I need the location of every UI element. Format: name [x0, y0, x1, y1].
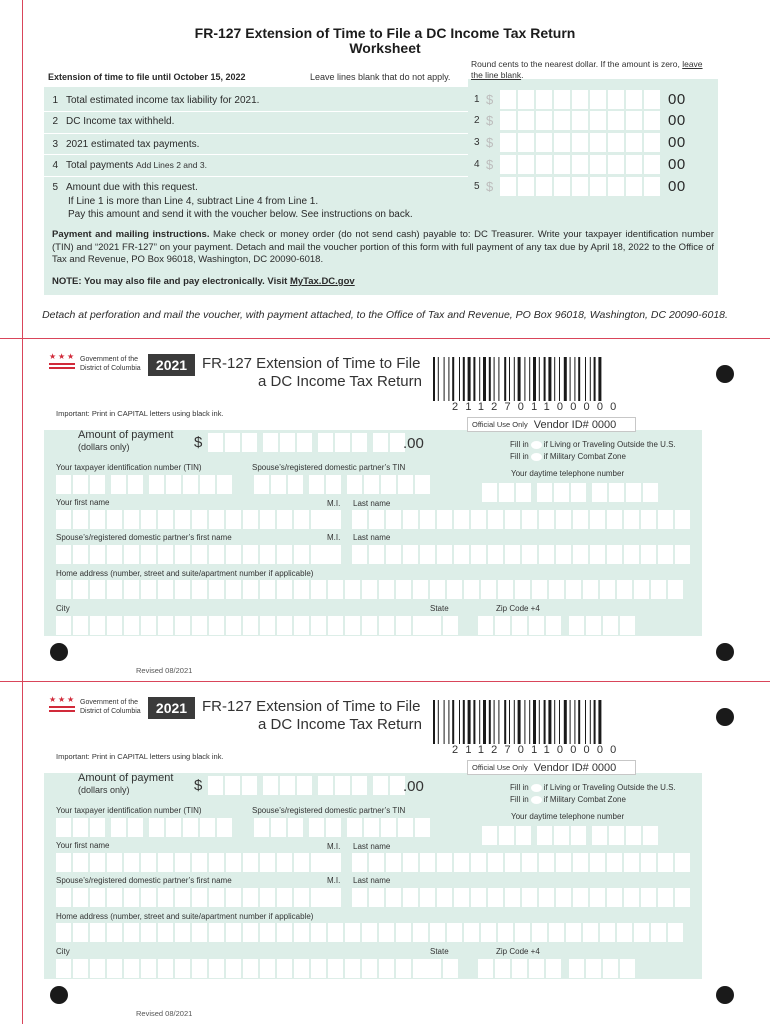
punch-hole	[716, 643, 734, 661]
revised-date: Revised 08/2021	[136, 666, 193, 675]
barcode-bar	[504, 357, 506, 401]
mi-input[interactable]	[326, 853, 341, 872]
official-use-box: Official Use Only Vendor ID# 0000	[467, 417, 636, 432]
address-label: Home address (number, street and suite/apartment number if applicable)	[56, 912, 314, 921]
amount-label: Amount of payment (dollars only)	[78, 772, 174, 795]
electronic-note: NOTE: You may also file and pay electronically. Visit MyTax.DC.gov	[52, 276, 355, 287]
barcode-bar	[494, 357, 495, 401]
voucher-subtitle: a DC Income Tax Return	[258, 373, 422, 390]
fill-outside-us[interactable]: Fill in if Living or Traveling Outside the U.S.	[510, 783, 676, 792]
punch-hole	[50, 643, 68, 661]
barcode-bar	[570, 700, 571, 744]
barcode-bar	[570, 357, 571, 401]
fill-outside-us[interactable]: Fill in if Living or Traveling Outside the U.S.	[510, 440, 676, 449]
barcode-bar	[574, 700, 575, 744]
zip-label: Zip Code +4	[496, 604, 540, 613]
barcode-bar	[578, 357, 580, 401]
barcode-bar	[448, 700, 449, 744]
barcode-bar	[539, 357, 540, 401]
cents-label: .00	[403, 435, 424, 452]
barcode	[433, 700, 663, 744]
cents-label: .00	[403, 778, 424, 795]
last-name-label: Last name	[353, 499, 391, 508]
barcode-bar	[514, 357, 515, 401]
barcode-bar	[585, 700, 586, 744]
gov-label: Government of the District of Columbia	[80, 699, 141, 715]
state-label: State	[430, 604, 449, 613]
spouse-mi-label: M.I.	[327, 533, 341, 542]
phone-input[interactable]	[482, 483, 658, 502]
spouse-last-input[interactable]	[352, 888, 690, 907]
amount-row-3[interactable]: 3 $ 00	[474, 133, 686, 151]
amount-input[interactable]	[208, 433, 405, 452]
barcode-bar	[548, 357, 551, 401]
barcode-bar	[533, 357, 536, 401]
barcode-bar	[448, 357, 449, 401]
barcode-bar	[444, 700, 445, 744]
barcode-digits: 2112701100000	[452, 401, 624, 413]
first-name-label: Your first name	[56, 841, 110, 850]
barcode-bar	[444, 357, 445, 401]
barcode-bar	[452, 700, 454, 744]
mytax-link[interactable]: MyTax.DC.gov	[289, 276, 355, 287]
worksheet-line-4: 4 Total payments Add Lines 2 and 3.	[52, 159, 207, 171]
spouse-tin-label: Spouse’s/registered domestic partner’s TIN	[252, 806, 406, 815]
worksheet-title: FR-127 Extension of Time to File a DC Income Tax Return	[194, 25, 576, 41]
spouse-last-label: Last name	[353, 876, 391, 885]
barcode-bar	[433, 357, 435, 401]
tin-input[interactable]	[56, 818, 232, 837]
first-name-label: Your first name	[56, 498, 110, 507]
barcode-bar	[585, 357, 586, 401]
barcode-bar	[473, 357, 475, 401]
spouse-tin-input[interactable]	[254, 475, 430, 494]
dollar-sign: $	[194, 777, 203, 794]
barcode-bar	[514, 700, 515, 744]
barcode-bar	[598, 700, 601, 744]
barcode-bar	[539, 700, 540, 744]
important-note: Important: Print in CAPITAL letters using black ink.	[56, 409, 224, 418]
barcode-bar	[524, 357, 525, 401]
amount-row-1[interactable]: 1 $ 00	[474, 90, 686, 108]
barcode-bar	[533, 700, 536, 744]
barcode-bar	[548, 700, 551, 744]
barcode-bar	[509, 700, 510, 744]
barcode-bar	[473, 700, 475, 744]
fill-combat-zone[interactable]: Fill in if Military Combat Zone	[510, 452, 626, 461]
dollar-sign: $	[194, 434, 203, 451]
payment-instructions: Payment and mailing instructions. Make check or money order (do not send cash) payable to: DC Treasurer. Write your taxpayer identification number (TIN) and “2021 FR-127” on your payment. Detach and mail the voucher portion of this form with full payment of any tax due by April 18, 2022 to the Office of Tax and Revenue, PO Box 96018, Washington, DC 20090-6018.	[52, 229, 714, 265]
amount-input[interactable]	[208, 776, 405, 795]
line5-detail: If Line 1 is more than Line 4, subtract Line 4 from Line 1. Pay this amount and send it with the voucher below. See instructions on back.	[68, 196, 413, 220]
spouse-first-input[interactable]	[56, 545, 326, 564]
city-input[interactable]	[56, 959, 428, 978]
barcode-bar	[544, 700, 546, 744]
barcode-bar	[544, 357, 546, 401]
barcode-bar	[524, 700, 525, 744]
barcode-bar	[483, 700, 486, 744]
spouse-last-label: Last name	[353, 533, 391, 542]
barcode-bar	[463, 700, 465, 744]
spouse-mi-input[interactable]	[326, 888, 341, 907]
barcode-bar	[559, 357, 560, 401]
barcode-bar	[459, 700, 460, 744]
barcode-bar	[438, 700, 439, 744]
barcode-bar	[554, 357, 555, 401]
spouse-tin-input[interactable]	[254, 818, 430, 837]
state-label: State	[430, 947, 449, 956]
first-name-input[interactable]	[56, 510, 326, 529]
zip-input[interactable]	[478, 616, 635, 635]
barcode-bar	[509, 357, 510, 401]
barcode-bar	[479, 700, 480, 744]
barcode-bar	[518, 700, 521, 744]
state-input[interactable]	[426, 959, 458, 978]
address-input[interactable]	[56, 923, 683, 942]
worksheet-subtitle: Worksheet	[349, 40, 421, 56]
revised-date: Revised 08/2021	[136, 1009, 193, 1018]
barcode-bar	[463, 357, 465, 401]
amount-row-4[interactable]: 4 $ 00	[474, 155, 686, 173]
barcode-bar	[529, 700, 530, 744]
worksheet-line-1: 1 Total estimated income tax liability for 2021.	[52, 94, 260, 106]
phone-label: Your daytime telephone number	[511, 469, 625, 478]
important-note: Important: Print in CAPITAL letters using black ink.	[56, 752, 224, 761]
barcode-bar	[590, 700, 591, 744]
spouse-first-label: Spouse’s/registered domestic partner’s first name	[56, 533, 232, 542]
tin-input[interactable]	[56, 475, 232, 494]
barcode-bar	[504, 700, 506, 744]
barcode-bar	[590, 357, 591, 401]
worksheet-line-2: 2 DC Income tax withheld.	[52, 115, 175, 127]
punch-hole	[716, 986, 734, 1004]
phone-label: Your daytime telephone number	[511, 812, 625, 821]
spouse-first-label: Spouse’s/registered domestic partner’s first name	[56, 876, 232, 885]
barcode-bar	[564, 357, 567, 401]
worksheet-line-5: 5 Amount due with this request.	[52, 181, 198, 193]
fill-combat-zone[interactable]: Fill in if Military Combat Zone	[510, 795, 626, 804]
barcode-bar	[554, 700, 555, 744]
barcode-bar	[559, 700, 560, 744]
spouse-first-input[interactable]	[56, 888, 326, 907]
barcode-bar	[438, 357, 439, 401]
address-input[interactable]	[56, 580, 683, 599]
punch-hole	[716, 708, 734, 726]
worksheet-line-3: 3 2021 estimated tax payments.	[52, 138, 200, 150]
barcode-bar	[578, 700, 580, 744]
barcode-bar	[574, 357, 575, 401]
last-name-input[interactable]	[352, 510, 690, 529]
extension-label: Extension of time to file until October 15, 2022	[48, 72, 246, 82]
mi-input[interactable]	[326, 510, 341, 529]
phone-input[interactable]	[482, 826, 658, 845]
tax-year-badge: 2021	[148, 697, 195, 719]
voucher-subtitle: a DC Income Tax Return	[258, 716, 422, 733]
tax-year-badge: 2021	[148, 354, 195, 376]
punch-hole	[716, 365, 734, 383]
barcode-bar	[498, 700, 499, 744]
amount-label: Amount of payment (dollars only)	[78, 429, 174, 452]
last-name-label: Last name	[353, 842, 391, 851]
mi-label: M.I.	[327, 842, 341, 851]
spouse-mi-input[interactable]	[326, 545, 341, 564]
barcode-bar	[529, 357, 530, 401]
last-name-input[interactable]	[352, 853, 690, 872]
leave-blank-note: Leave lines blank that do not apply.	[310, 72, 451, 82]
voucher-title: FR-127 Extension of Time to File	[202, 355, 421, 372]
barcode-bar	[518, 357, 521, 401]
amount-row-2[interactable]: 2 $ 00	[474, 111, 686, 129]
dc-flag-logo: ★ ★ ★	[49, 698, 75, 714]
barcode-bar	[598, 357, 601, 401]
zip-input[interactable]	[478, 959, 635, 978]
state-input[interactable]	[426, 616, 458, 635]
voucher-title: FR-127 Extension of Time to File	[202, 698, 421, 715]
barcode-bar	[433, 700, 435, 744]
spouse-tin-label: Spouse’s/registered domestic partner’s TIN	[252, 463, 406, 472]
first-name-input[interactable]	[56, 853, 326, 872]
round-note: Round cents to the nearest dollar. If the amount is zero, leave the line blank.	[471, 59, 703, 80]
barcode-bar	[479, 357, 480, 401]
barcode-bar	[498, 357, 499, 401]
city-label: City	[56, 604, 70, 613]
barcode-bar	[483, 357, 486, 401]
detach-instruction: Detach at perforation and mail the voucher, with payment attached, to the Office of Tax and Revenue, PO Box 96018, Washington, DC 20090-6018.	[42, 309, 728, 321]
barcode-bar	[494, 700, 495, 744]
barcode-bar	[468, 357, 471, 401]
barcode-digits: 2112701100000	[452, 744, 624, 756]
tin-label: Your taxpayer identification number (TIN)	[56, 463, 202, 472]
barcode-bar	[459, 357, 460, 401]
gov-label: Government of the District of Columbia	[80, 356, 141, 372]
barcode-bar	[468, 700, 471, 744]
barcode-bar	[594, 357, 596, 401]
official-use-box: Official Use Only Vendor ID# 0000	[467, 760, 636, 775]
city-input[interactable]	[56, 616, 428, 635]
address-label: Home address (number, street and suite/apartment number if applicable)	[56, 569, 314, 578]
voucher-2	[0, 681, 770, 1021]
barcode-bar	[452, 357, 454, 401]
zip-label: Zip Code +4	[496, 947, 540, 956]
barcode-bar	[489, 700, 491, 744]
tin-label: Your taxpayer identification number (TIN)	[56, 806, 202, 815]
barcode-bar	[594, 700, 596, 744]
punch-hole	[50, 986, 68, 1004]
voucher-1	[0, 338, 770, 678]
spouse-last-input[interactable]	[352, 545, 690, 564]
city-label: City	[56, 947, 70, 956]
barcode-bar	[489, 357, 491, 401]
worksheet-panel	[44, 59, 718, 295]
barcode-bar	[564, 700, 567, 744]
dc-flag-logo: ★ ★ ★	[49, 355, 75, 371]
spouse-mi-label: M.I.	[327, 876, 341, 885]
barcode	[433, 357, 663, 401]
mi-label: M.I.	[327, 499, 341, 508]
amount-row-5[interactable]: 5 $ 00	[474, 177, 686, 195]
